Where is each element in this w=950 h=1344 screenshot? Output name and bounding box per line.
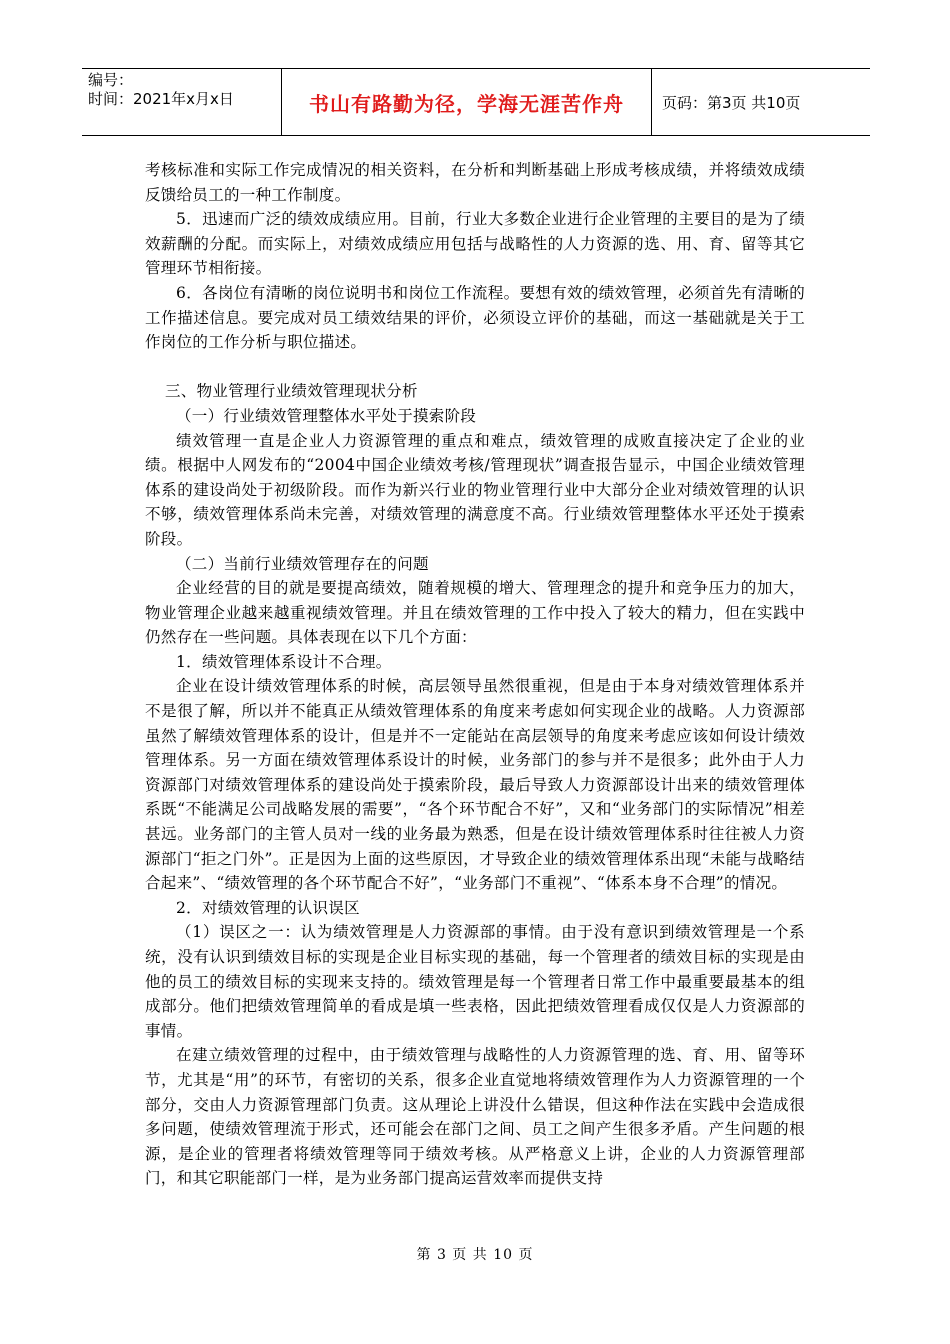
paragraph: 在建立绩效管理的过程中，由于绩效管理与战略性的人力资源管理的选、育、用、留等环节，尤其是“用”的环节，有密切的关系，很多企业直觉地将绩效管理作为人力资源管理的一个部分，交由人力资源管理部门负责。这从理论上讲没什么错误，但这种作法在实践中会造成很多问题，使绩效管理流于形式，还可能会在部门之间、员工之间产生很多矛盾。产生问题的根源，是企业的管理者将绩效管理等同于绩效考核。从严格意义上讲，企业的人力资源管理部门，和其它职能部门一样，是为业务部门提高运营效率而提供支持 (145, 1046, 805, 1188)
paragraph: （1）误区之一：认为绩效管理是人力资源部的事情。由于没有意识到绩效管理是一个系统，没有认识到绩效目标的实现是企业目标实现的基础，每一个管理者的绩效目标的实现是由他的员工的绩效目标的实现来支持的。绩效管理是每一个管理者日常工作中最重要最基本的组成部分。他们把绩效管理简单的看成是填一些表格，因此把绩效管理看成仅仅是人力资源部的事情。 (145, 923, 805, 1040)
paragraph: 绩效管理一直是企业人力资源管理的重点和难点，绩效管理的成败直接决定了企业的业绩。根据中人网发布的“2004中国企业绩效考核/管理现状”调查报告显示，中国企业绩效管理体系的建设尚处于初级阶段。而作为新兴行业的物业管理行业中大部分企业对绩效管理的认识不够，绩效管理体系尚未完善，对绩效管理的满意度不高。行业绩效管理整体水平还处于摸索阶段。 (145, 431, 805, 548)
document-body (145, 158, 805, 1191)
section-heading: 三、物业管理行业绩效管理现状分析 (165, 382, 418, 401)
paragraph: 企业在设计绩效管理体系的时候，高层领导虽然很重视，但是由于本身对绩效管理体系并不是很了解，所以并不能真正从绩效管理体系的角度来考虑如何实现企业的战略。人力资源部虽然了解绩效管理体系的设计，但是并不一定能站在高层领导的角度来考虑应该如何设计绩效管理体系。另一方面在绩效管理体系设计的时候，业务部门的参与并不是很多；此外由于人力资源部门对绩效管理体系的建设尚处于摸索阶段，最后导致人力资源部设计出来的绩效管理体系既“不能满足公司战略发展的需要”，“各个环节配合不好”，又和“业务部门的实际情况”相差甚远。业务部门的主管人员对一线的业务最为熟悉，但是在设计绩效管理体系时往往被人力资源部门“拒之门外”。正是因为上面的这些原因，才导致企业的绩效管理体系出现“未能与战略结合起来”、“绩效管理的各个环节配合不好”，“业务部门不重视”、“体系本身不合理”的情况。 (145, 677, 805, 893)
header-motto: 书山有路勤为径，学海无涯苦作舟 (282, 69, 652, 135)
paragraph: 6．各岗位有清晰的岗位说明书和岗位工作流程。要想有效的绩效管理，必须首先有清晰的工作描述信息。要完成对员工绩效结果的评价，必须设立评价的基础，而这一基础就是关于工作岗位的工作分析与职位描述。 (145, 283, 805, 352)
paragraph: 考核标准和实际工作完成情况的相关资料，在分析和判断基础上形成考核成绩，并将绩效成绩反馈给员工的一种工作制度。 (145, 161, 805, 204)
header-left-cell (82, 69, 282, 135)
number-label: 编号： (88, 71, 134, 89)
page-footer: 第 3 页 共 10 页 (416, 1247, 534, 1263)
subsection-heading: （二）当前行业绩效管理存在的问题 (176, 554, 429, 573)
list-heading: 1．绩效管理体系设计不合理。 (176, 652, 392, 671)
paragraph-gap (145, 355, 805, 380)
document-header (82, 68, 870, 136)
subsection-heading: （一）行业绩效管理整体水平处于摸索阶段 (176, 406, 477, 425)
date-label: 时间：2021年x月x日 (88, 90, 234, 108)
list-heading: 2．对绩效管理的认识误区 (176, 898, 360, 917)
paragraph: 企业经营的目的就是要提高绩效，随着规模的增大、管理理念的提升和竞争压力的加大，物业管理企业越来越重视绩效管理。并且在绩效管理的工作中投入了较大的精力，但在实践中仍然存在一些问题。具体表现在以下几个方面： (145, 579, 805, 647)
paragraph: 5．迅速而广泛的绩效成绩应用。目前，行业大多数企业进行企业管理的主要目的是为了绩效薪酬的分配。而实际上，对绩效成绩应用包括与战略性的人力资源的选、用、育、留等其它管理环节相衔接。 (145, 210, 805, 278)
header-page-label: 页码：第3页 共10页 (662, 93, 801, 112)
